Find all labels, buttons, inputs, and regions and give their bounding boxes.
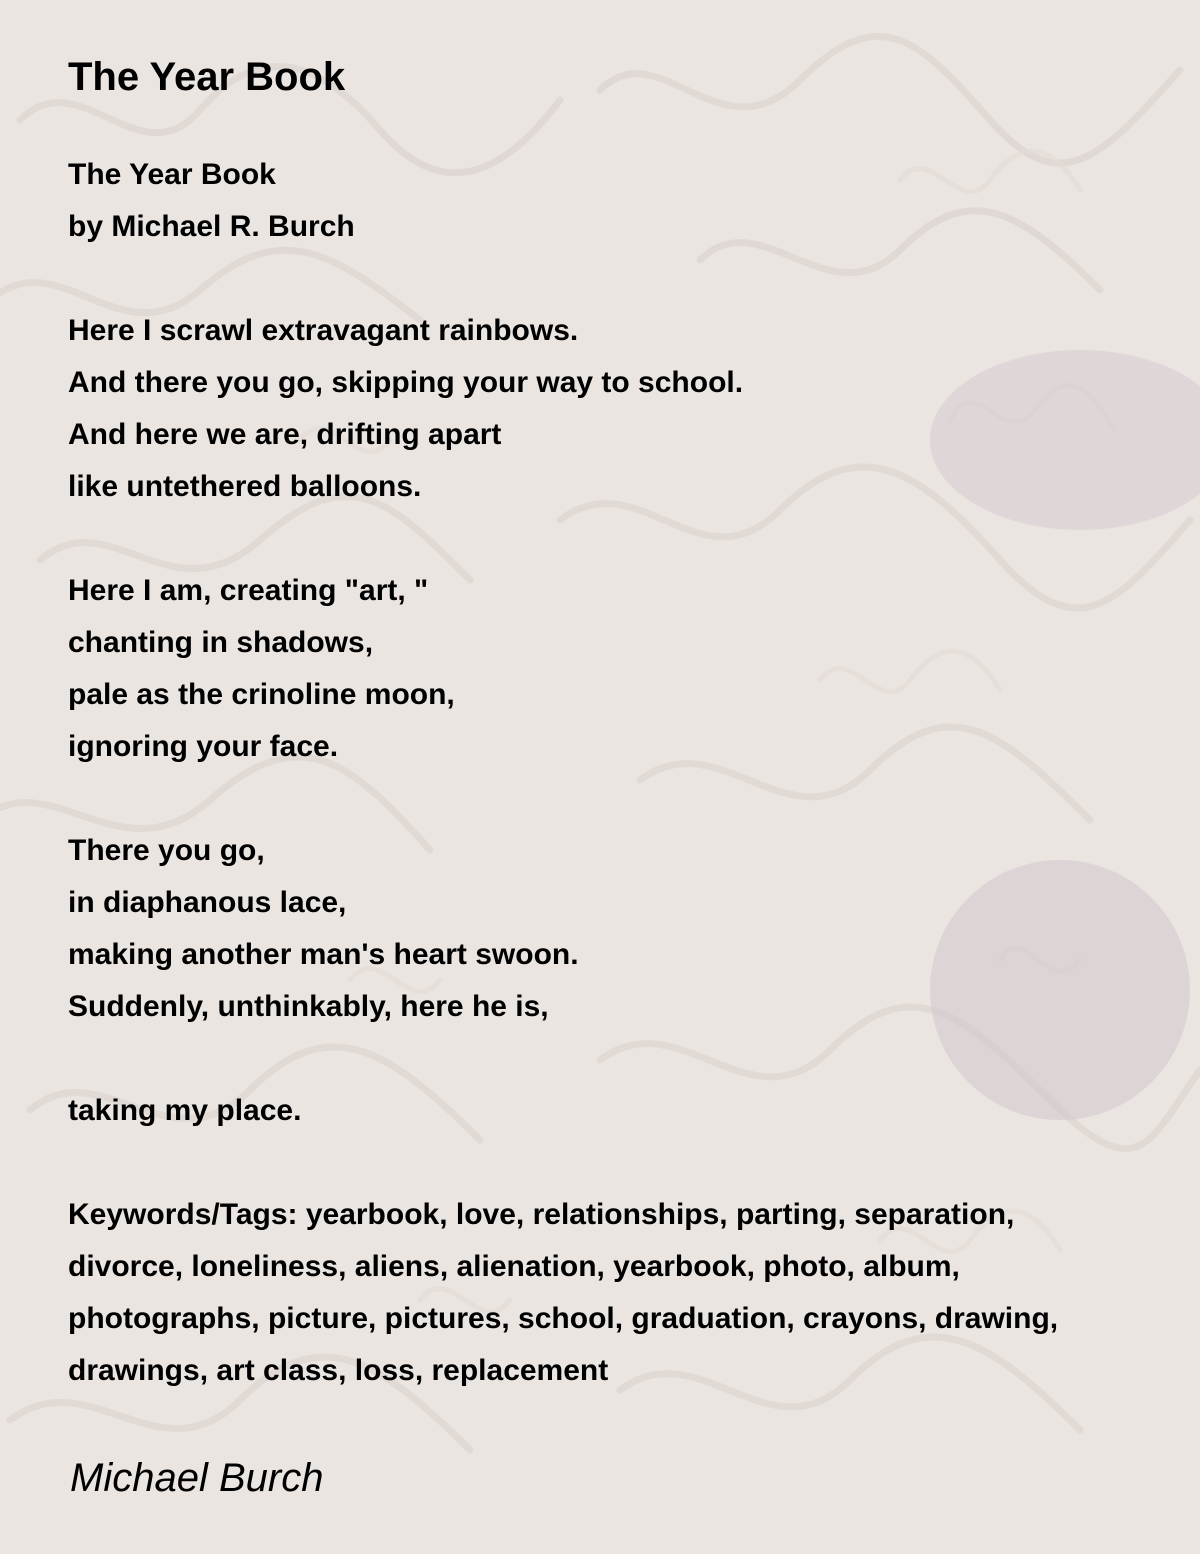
poem-line: ignoring your face.	[68, 730, 339, 763]
poem-line: And there you go, skipping your way to school.	[68, 366, 744, 399]
keywords-line: drawings, art class, loss, replacement	[68, 1354, 609, 1387]
poem-line: Here I am, creating "art, "	[68, 574, 429, 607]
poem-line: chanting in shadows,	[68, 626, 374, 659]
poem-line: like untethered balloons.	[68, 470, 422, 503]
stanza-break	[68, 513, 1058, 565]
poem-line: in diaphanous lace,	[68, 886, 347, 919]
keywords-line: divorce, loneliness, aliens, alienation, yearbook, photo, album,	[68, 1250, 960, 1283]
stanza-break	[68, 1137, 1058, 1189]
poem-line: pale as the crinoline moon,	[68, 678, 455, 711]
stanza-break	[68, 1033, 1058, 1085]
poem-line: There you go,	[68, 834, 265, 867]
poem-body	[68, 149, 1058, 1397]
page-title: The Year Book	[68, 55, 346, 99]
poem-byline: by Michael R. Burch	[68, 210, 355, 243]
poem-line: And here we are, drifting apart	[68, 418, 502, 451]
author-signature: Michael Burch	[70, 1456, 324, 1500]
keywords-line: Keywords/Tags: yearbook, love, relationships, parting, separation,	[68, 1198, 1015, 1231]
stanza-break	[68, 253, 1058, 305]
poem-line: Suddenly, unthinkably, here he is,	[68, 990, 549, 1023]
poem-line: taking my place.	[68, 1094, 302, 1127]
poem-line: Here I scrawl extravagant rainbows.	[68, 314, 579, 347]
poem-heading: The Year Book	[68, 158, 276, 191]
stanza-break	[68, 773, 1058, 825]
keywords-line: photographs, picture, pictures, school, graduation, crayons, drawing,	[68, 1302, 1059, 1335]
poem-line: making another man's heart swoon.	[68, 938, 579, 971]
